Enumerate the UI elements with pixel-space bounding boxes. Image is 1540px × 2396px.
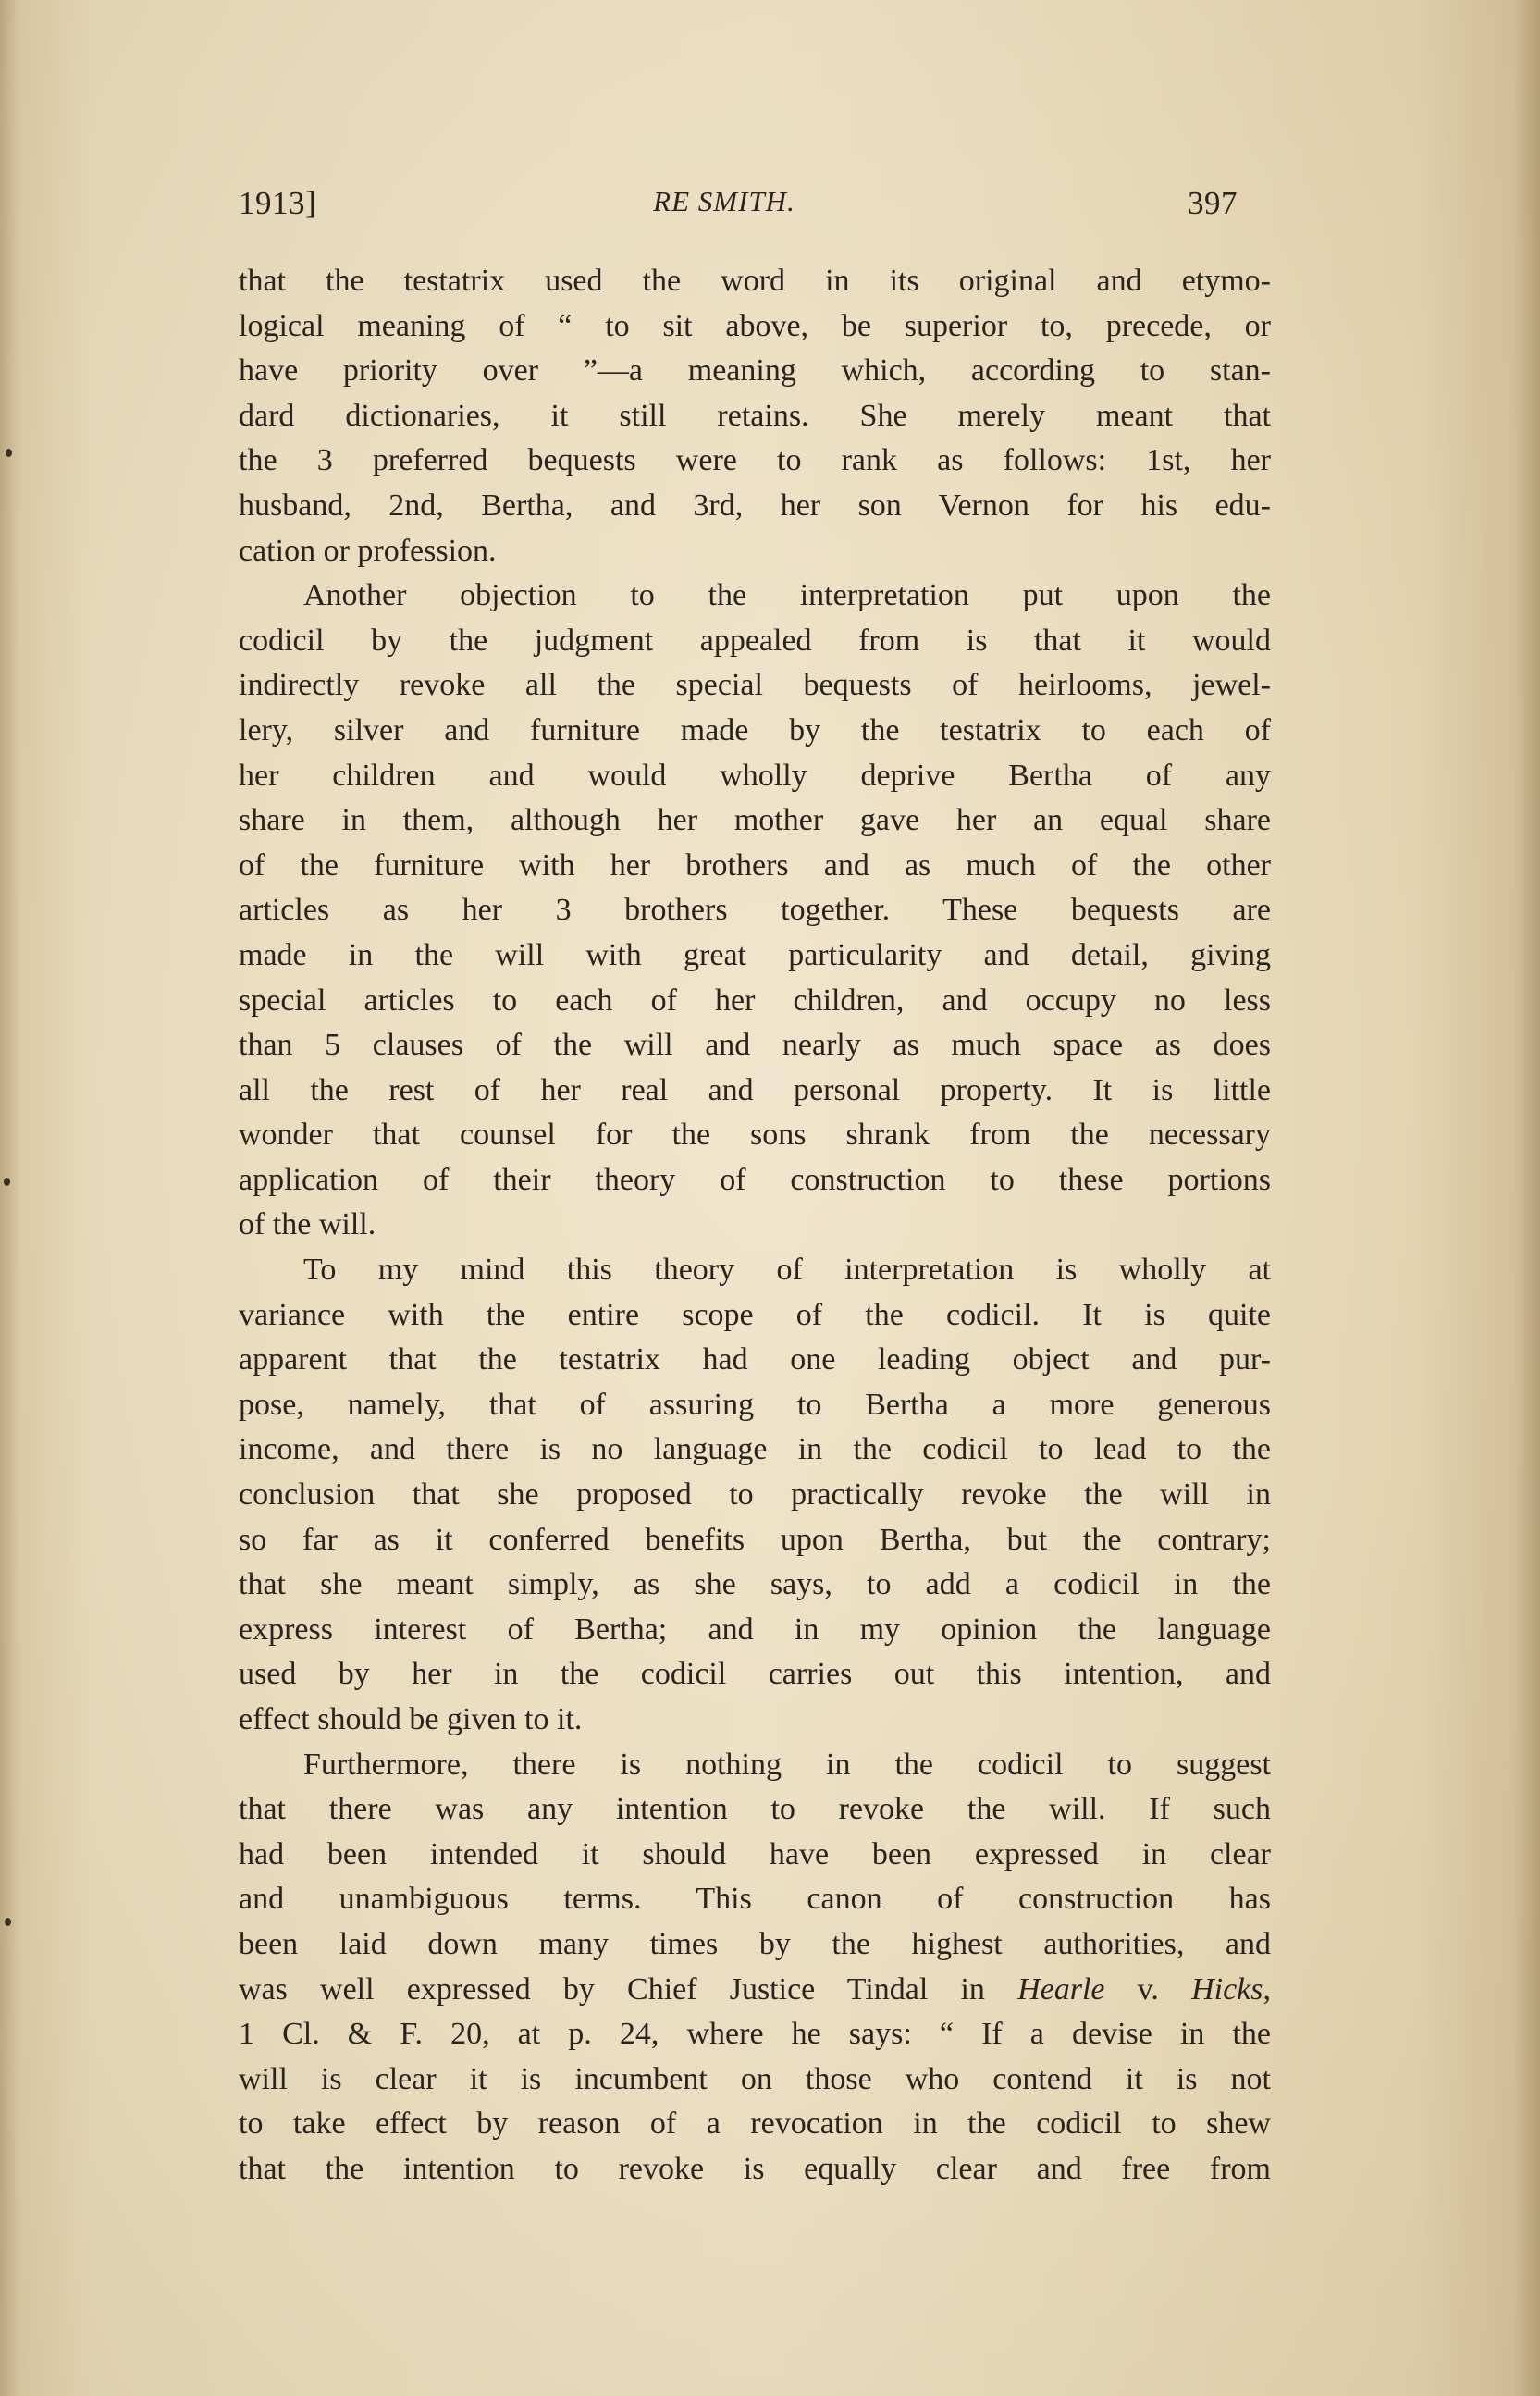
text-line: of the furniture with her brothers and as much of the other (239, 847, 1271, 883)
text-line: that she meant simply, as she says, to add a codicil in the (239, 1567, 1271, 1602)
text-line: wonder that counsel for the sons shrank from the necessary (239, 1118, 1271, 1153)
text-line: income, and there is no language in the codicil to lead to the (239, 1432, 1271, 1467)
header-case-title: RE SMITH. (653, 185, 795, 217)
text-line: had been intended it should have been expressed in clear (239, 1836, 1271, 1871)
case-party-2: Hicks (1191, 1971, 1263, 2007)
ink-speck (4, 1178, 10, 1186)
text-line: pose, namely, that of assuring to Bertha a more generous (239, 1387, 1271, 1422)
text-line: the 3 preferred bequests were to rank as follows: 1st, her (239, 443, 1271, 478)
text-line: cation or profession. (239, 533, 497, 568)
text-line: that the testatrix used the word in its original and etymo- (239, 264, 1271, 298)
text-line: that the intention to revoke is equally clear and free from (239, 2151, 1271, 2186)
ink-speck (6, 449, 12, 457)
page-left-shadow (0, 0, 20, 2396)
text-line: dard dictionaries, it still retains. She merely meant that (239, 398, 1271, 433)
body-text (239, 259, 1271, 2192)
text-line: lery, silver and furniture made by the testatrix to each of (239, 712, 1271, 747)
text-line: articles as her 3 brothers together. These bequests are (239, 893, 1271, 928)
text-line: that there was any intention to revoke the will. If such (239, 1792, 1271, 1827)
citation-lead-in: was well expressed by Chief Justice Tindal in (239, 1971, 1018, 2007)
text-line: have priority over ”—a meaning which, according to stan- (239, 353, 1271, 389)
text-line: her children and would wholly deprive Bertha of any (239, 758, 1271, 793)
text-line: apparent that the testatrix had one leading object and pur- (239, 1342, 1271, 1377)
text-line: share in them, although her mother gave her an equal share (239, 803, 1271, 838)
page-right-shadow (1514, 0, 1540, 2396)
text-line: 1 Cl. & F. 20, at p. 24, where he says: “ If a devise in the (239, 2017, 1271, 2052)
text-line: to take effect by reason of a revocation in the codicil to shew (239, 2106, 1271, 2142)
ink-speck (5, 1918, 11, 1926)
text-line: logical meaning of “ to sit above, be superior to, precede, or (239, 308, 1271, 343)
text-line: and unambiguous terms. This canon of construction has (239, 1882, 1271, 1917)
text-line: express interest of Bertha; and in my opinion the language (239, 1612, 1271, 1647)
citation-comma: , (1263, 1971, 1271, 2007)
text-line: will is clear it is incumbent on those who contend it is not (239, 2061, 1271, 2096)
text-line: made in the will with great particularity and detail, giving (239, 937, 1271, 972)
text-line: conclusion that she proposed to practically revoke the will in (239, 1477, 1271, 1513)
page-number: 397 (1188, 185, 1238, 221)
text-line: special articles to each of her children, and occupy no less (239, 982, 1271, 1018)
text-line: husband, 2nd, Bertha, and 3rd, her son Vernon for his edu- (239, 488, 1271, 523)
text-line: variance with the entire scope of the codicil. It is quite (239, 1297, 1271, 1332)
text-line: been laid down many times by the highest authorities, and (239, 1926, 1271, 1961)
text-line: indirectly revoke all the special bequests of heirlooms, jewel- (239, 668, 1271, 703)
versus: v. (1104, 1971, 1192, 2007)
text-line-with-case-citation (239, 1968, 1271, 2013)
paragraph-first-line: Furthermore, there is nothing in the codicil to suggest (303, 1747, 1271, 1782)
text-line: all the rest of her real and personal property. It is little (239, 1072, 1271, 1107)
paragraph-first-line: To my mind this theory of interpretation is wholly at (303, 1253, 1271, 1288)
text-line: effect should be given to it. (239, 1702, 583, 1736)
running-header (239, 185, 1238, 233)
text-line: of the will. (239, 1207, 376, 1242)
case-party-1: Hearle (1017, 1971, 1105, 2007)
text-line: application of their theory of construction to these portions (239, 1162, 1271, 1197)
text-line: than 5 clauses of the will and nearly as much space as does (239, 1028, 1271, 1063)
text-line: used by her in the codicil carries out this intention, and (239, 1657, 1271, 1692)
text-line: codicil by the judgment appealed from is that it would (239, 623, 1271, 658)
header-year: 1913] (239, 185, 317, 221)
text-line: so far as it conferred benefits upon Bertha, but the contrary; (239, 1522, 1271, 1557)
paragraph-first-line: Another objection to the interpretation put upon the (303, 578, 1271, 613)
